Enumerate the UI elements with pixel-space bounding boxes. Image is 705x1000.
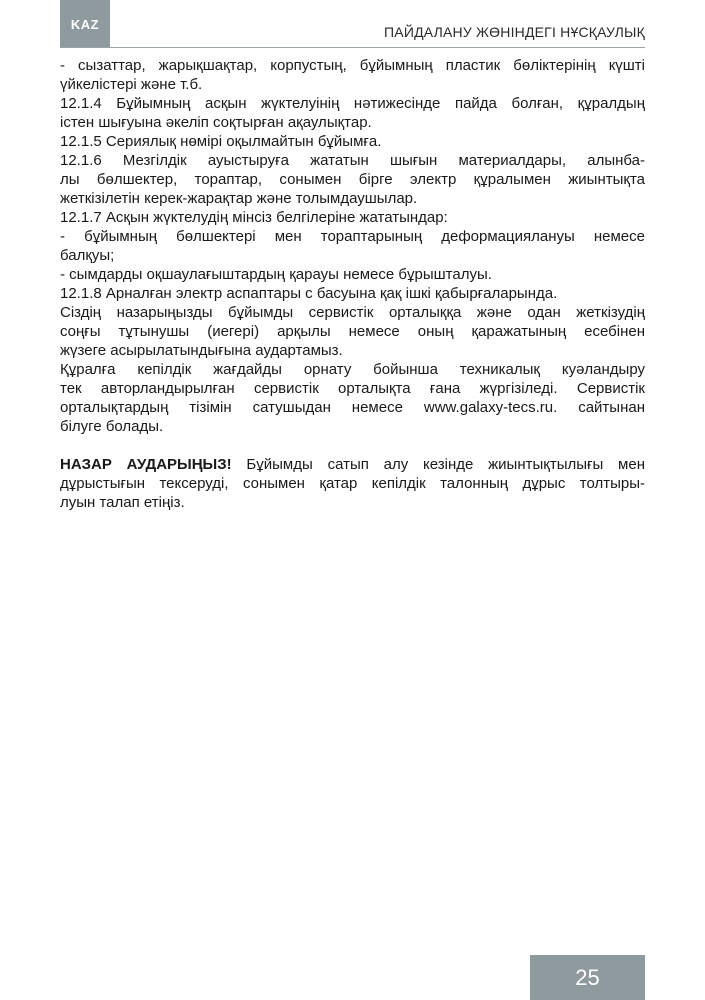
body-line: үйкелістері және т.б. bbox=[60, 76, 203, 93]
body-line: 12.1.6 Мезгілдік ауыстыруға жататын шығын материалдары, алынба- bbox=[60, 152, 645, 169]
paragraph-gap bbox=[60, 436, 645, 455]
body-line: Сіздің назарыңызды бұйымды сервистік орталыққа және одан жеткізудің bbox=[60, 304, 645, 321]
body-line: жеткізілетін керек-жарақтар және толымдаушылар. bbox=[60, 190, 418, 207]
body-line: Құралға кепілдік жағдайды орнату бойынша техникалық куәландыру bbox=[60, 361, 645, 378]
notice-text: Бұйымды сатып алу кезінде жиынтықтылығы мен bbox=[231, 456, 646, 473]
body-line: балқуы; bbox=[60, 247, 115, 264]
body-line: 12.1.8 Арналған электр аспаптары с басуына қақ ішкі қабырғаларында. bbox=[60, 285, 558, 302]
body-line: - сымдарды оқшаулағыштардың қарауы немесе бұрышталуы. bbox=[60, 266, 492, 283]
body-line: 12.1.5 Сериялық нөмірі оқылмайтын бұйымға. bbox=[60, 133, 382, 150]
header-divider bbox=[60, 47, 645, 48]
notice-label: НАЗАР АУДАРЫҢЫЗ! bbox=[60, 456, 232, 473]
body-line: 12.1.4 Бұйымның асқын жүктелуінің нәтижесінде пайда болған, құралдың bbox=[60, 95, 645, 112]
body-line: орталықтардың тізімін сатушыдан немесе www.galaxy-tecs.ru. сайтынан bbox=[60, 399, 645, 416]
page-header-title: ПАЙДАЛАНУ ЖӨНІНДЕГІ НҰСҚАУЛЫҚ bbox=[384, 24, 645, 40]
body-line: білуге болады. bbox=[60, 418, 164, 435]
body-line: 12.1.7 Асқын жүктелудің мінсіз белгілеріне жататындар: bbox=[60, 209, 448, 226]
body-line: тек авторландырылған сервистік орталықта ғана жүргізіледі. Сервистік bbox=[60, 380, 645, 397]
body-line: істен шығуына әкеліп соқтырған ақаулықтар. bbox=[60, 114, 372, 131]
page-number: 25 bbox=[530, 955, 645, 1000]
body-line: лы бөлшектер, тораптар, сонымен бірге электр құралымен жиынтықта bbox=[60, 171, 645, 188]
notice-line bbox=[60, 455, 645, 474]
language-tab: KAZ bbox=[60, 0, 110, 48]
body-line: жүзеге асырылатындығына аудартамыз. bbox=[60, 342, 343, 359]
body-line: - сызаттар, жарықшақтар, корпустың, бұйымның пластик бөліктерінің күшті bbox=[60, 57, 645, 74]
document-body bbox=[60, 56, 645, 512]
notice-line: дұрыстығын тексеруді, сонымен қатар кепілдік талонның дұрыс толтыры- bbox=[60, 475, 645, 492]
notice-line: луын талап етіңіз. bbox=[60, 494, 185, 511]
body-line: соңғы тұтынушы (иегері) арқылы немесе оның қаражатының есебінен bbox=[60, 323, 645, 340]
body-line: - бұйымның бөлшектері мен тораптарының деформациялануы немесе bbox=[60, 228, 645, 245]
